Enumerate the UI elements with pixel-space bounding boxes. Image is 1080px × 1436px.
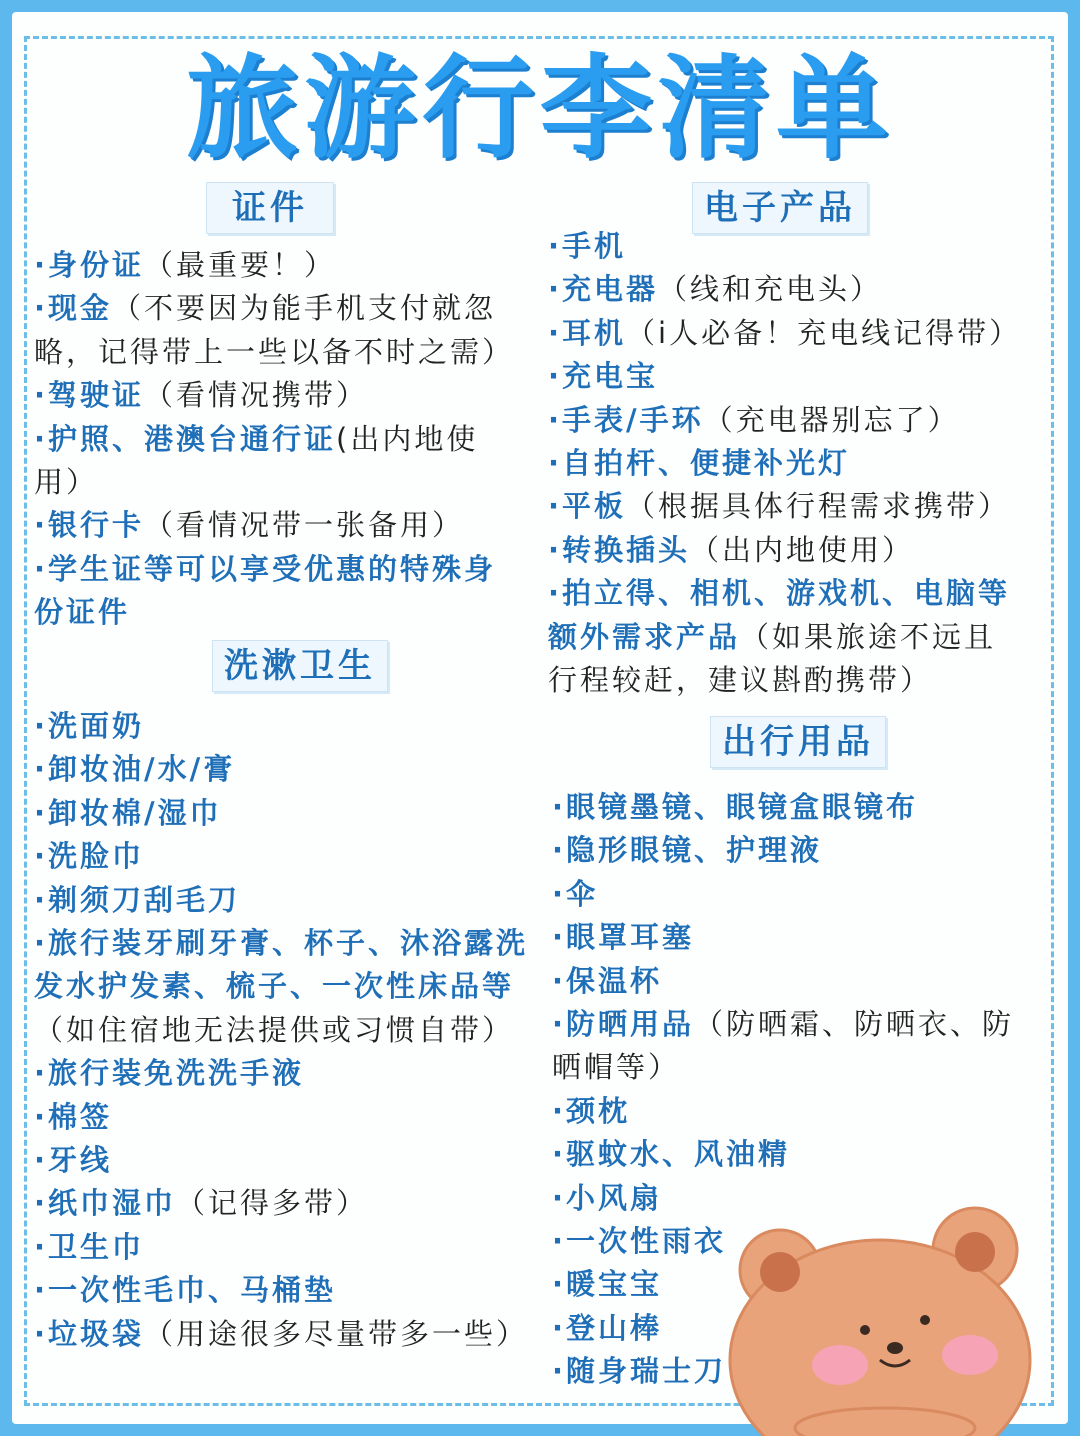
item-label: ·眼罩耳塞 bbox=[552, 920, 695, 955]
list-item bbox=[34, 835, 554, 878]
item-note: （看情况携带） bbox=[144, 378, 369, 413]
item-note: （出内地使用） bbox=[690, 532, 915, 567]
item-label: ·剃须刀刮毛刀 bbox=[34, 882, 241, 917]
item-label: 份证件 bbox=[34, 595, 131, 630]
item-label: ·耳机 bbox=[548, 315, 627, 350]
list-item bbox=[34, 922, 554, 965]
item-label: ·银行卡 bbox=[34, 508, 145, 543]
item-label: ·旅行装牙刷牙膏、杯子、沐浴露洗 bbox=[34, 926, 529, 961]
item-label: 额外需求产品 bbox=[548, 619, 741, 654]
item-label: ·垃圾袋 bbox=[34, 1316, 145, 1351]
item-note: 用） bbox=[34, 465, 99, 500]
item-note: （用途很多尽量带多一些） bbox=[144, 1316, 529, 1351]
item-note: （不要因为能手机支付就忽 bbox=[112, 291, 497, 326]
item-label: ·手机 bbox=[548, 229, 627, 263]
item-note: （最重要！） bbox=[144, 248, 337, 282]
item-label: ·身份证 bbox=[34, 248, 145, 282]
item-label: ·卸妆棉/湿巾 bbox=[34, 795, 222, 830]
list-item bbox=[548, 312, 1048, 355]
list-item bbox=[552, 1046, 1052, 1089]
list-item bbox=[552, 829, 1052, 872]
item-label: ·旅行装免洗洗手液 bbox=[34, 1056, 305, 1091]
item-label: ·护照、港澳台通行证 bbox=[34, 421, 337, 456]
item-label: ·驾驶证 bbox=[34, 378, 145, 413]
list-item bbox=[34, 965, 554, 1008]
item-label: ·充电器 bbox=[548, 272, 659, 307]
item-label: ·保温杯 bbox=[552, 963, 663, 998]
item-label: ·隐形眼镜、护理液 bbox=[552, 833, 823, 868]
section-heading-docs: 证件 bbox=[206, 182, 334, 234]
list-electronics bbox=[548, 225, 1048, 702]
item-label: ·防晒用品 bbox=[552, 1007, 695, 1042]
item-label: ·颈枕 bbox=[552, 1093, 631, 1128]
list-item bbox=[34, 244, 534, 287]
item-note: (出内地使 bbox=[336, 421, 479, 456]
teddy-bear-icon bbox=[720, 1190, 1060, 1436]
list-item bbox=[34, 705, 554, 748]
item-label: ·卸妆油/水/膏 bbox=[34, 752, 236, 787]
list-item bbox=[34, 331, 534, 374]
item-label: ·一次性毛巾、马桶垫 bbox=[34, 1273, 337, 1308]
list-item bbox=[552, 1090, 1052, 1133]
list-item bbox=[548, 485, 1048, 528]
list-item bbox=[548, 572, 1048, 615]
list-item bbox=[34, 591, 534, 634]
item-label: ·随身瑞士刀 bbox=[552, 1354, 727, 1389]
item-label: ·眼镜墨镜、眼镜盒眼镜布 bbox=[552, 790, 919, 824]
list-item bbox=[34, 1096, 554, 1139]
list-item bbox=[548, 529, 1048, 572]
item-note: 略，记得带上一些以备不时之需） bbox=[34, 334, 515, 369]
item-label: ·充电宝 bbox=[548, 359, 659, 394]
item-label: ·一次性雨衣 bbox=[552, 1224, 727, 1259]
item-label: ·转换插头 bbox=[548, 532, 691, 567]
list-item bbox=[552, 873, 1052, 916]
item-note: （充电器别忘了） bbox=[703, 402, 960, 437]
item-note: （根据具体行程需求携带） bbox=[626, 489, 1011, 524]
list-item bbox=[34, 461, 534, 504]
list-item bbox=[34, 748, 554, 791]
section-heading-wash: 洗漱卫生 bbox=[212, 640, 388, 692]
item-note: （线和充电头） bbox=[658, 272, 883, 307]
item-label: ·平板 bbox=[548, 489, 627, 524]
item-label: ·洗脸巾 bbox=[34, 839, 145, 874]
item-label: ·驱蚊水、风油精 bbox=[552, 1137, 791, 1172]
item-label: ·伞 bbox=[552, 876, 599, 911]
list-item bbox=[552, 1133, 1052, 1176]
item-note: （如果旅途不远且 bbox=[740, 619, 997, 654]
list-item bbox=[552, 916, 1052, 959]
item-label: ·棉签 bbox=[34, 1099, 113, 1134]
item-note: 晒帽等） bbox=[552, 1050, 681, 1085]
section-heading-travel: 出行用品 bbox=[710, 716, 886, 768]
list-item bbox=[34, 418, 534, 461]
item-label: ·小风扇 bbox=[552, 1180, 663, 1215]
item-label: ·暖宝宝 bbox=[552, 1267, 663, 1302]
list-item bbox=[548, 355, 1048, 398]
item-note: （i人必备！充电线记得带） bbox=[626, 315, 1022, 350]
list-docs bbox=[34, 244, 534, 635]
list-item bbox=[34, 1226, 554, 1269]
item-label: ·现金 bbox=[34, 291, 113, 326]
item-label: ·登山棒 bbox=[552, 1310, 663, 1345]
item-label: ·纸巾湿巾 bbox=[34, 1186, 177, 1221]
list-item bbox=[34, 504, 534, 547]
item-note: （看情况带一张备用） bbox=[144, 508, 465, 543]
section-heading-electronics: 电子产品 bbox=[692, 182, 868, 234]
page-title: 旅游行李清单 bbox=[186, 44, 894, 174]
item-note: （如住宿地无法提供或习惯自带） bbox=[34, 1012, 515, 1047]
list-item bbox=[34, 879, 554, 922]
list-item bbox=[34, 1052, 554, 1095]
list-item bbox=[34, 548, 534, 591]
item-label: ·手表/手环 bbox=[548, 402, 704, 437]
list-item bbox=[34, 792, 554, 835]
list-item bbox=[548, 616, 1048, 659]
list-item bbox=[548, 442, 1048, 485]
item-note: （记得多带） bbox=[176, 1186, 369, 1221]
item-label: 发水护发素、梳子、一次性床品等 bbox=[34, 969, 515, 1004]
list-item bbox=[548, 659, 1048, 702]
list-item bbox=[34, 287, 534, 330]
item-label: ·自拍杆、便捷补光灯 bbox=[548, 446, 851, 481]
list-item bbox=[548, 399, 1048, 442]
list-item bbox=[34, 1182, 554, 1225]
item-label: ·牙线 bbox=[34, 1143, 113, 1178]
list-item bbox=[34, 1009, 554, 1052]
list-item bbox=[34, 1139, 554, 1182]
item-note: （防晒霜、防晒衣、防 bbox=[694, 1007, 1015, 1042]
list-item bbox=[548, 225, 1048, 268]
list-item bbox=[552, 786, 1052, 829]
list-item bbox=[34, 1269, 554, 1312]
list-item bbox=[34, 1313, 554, 1356]
list-item bbox=[552, 1003, 1052, 1046]
list-item bbox=[548, 268, 1048, 311]
list-item bbox=[552, 960, 1052, 1003]
item-label: ·卫生巾 bbox=[34, 1229, 145, 1264]
item-label: ·学生证等可以享受优惠的特殊身 bbox=[34, 551, 497, 586]
item-note: 行程较赶，建议斟酌携带） bbox=[548, 663, 933, 698]
item-label: ·拍立得、相机、游戏机、电脑等 bbox=[548, 576, 1011, 611]
list-item bbox=[34, 374, 534, 417]
list-wash bbox=[34, 705, 554, 1356]
item-label: ·洗面奶 bbox=[34, 709, 145, 743]
